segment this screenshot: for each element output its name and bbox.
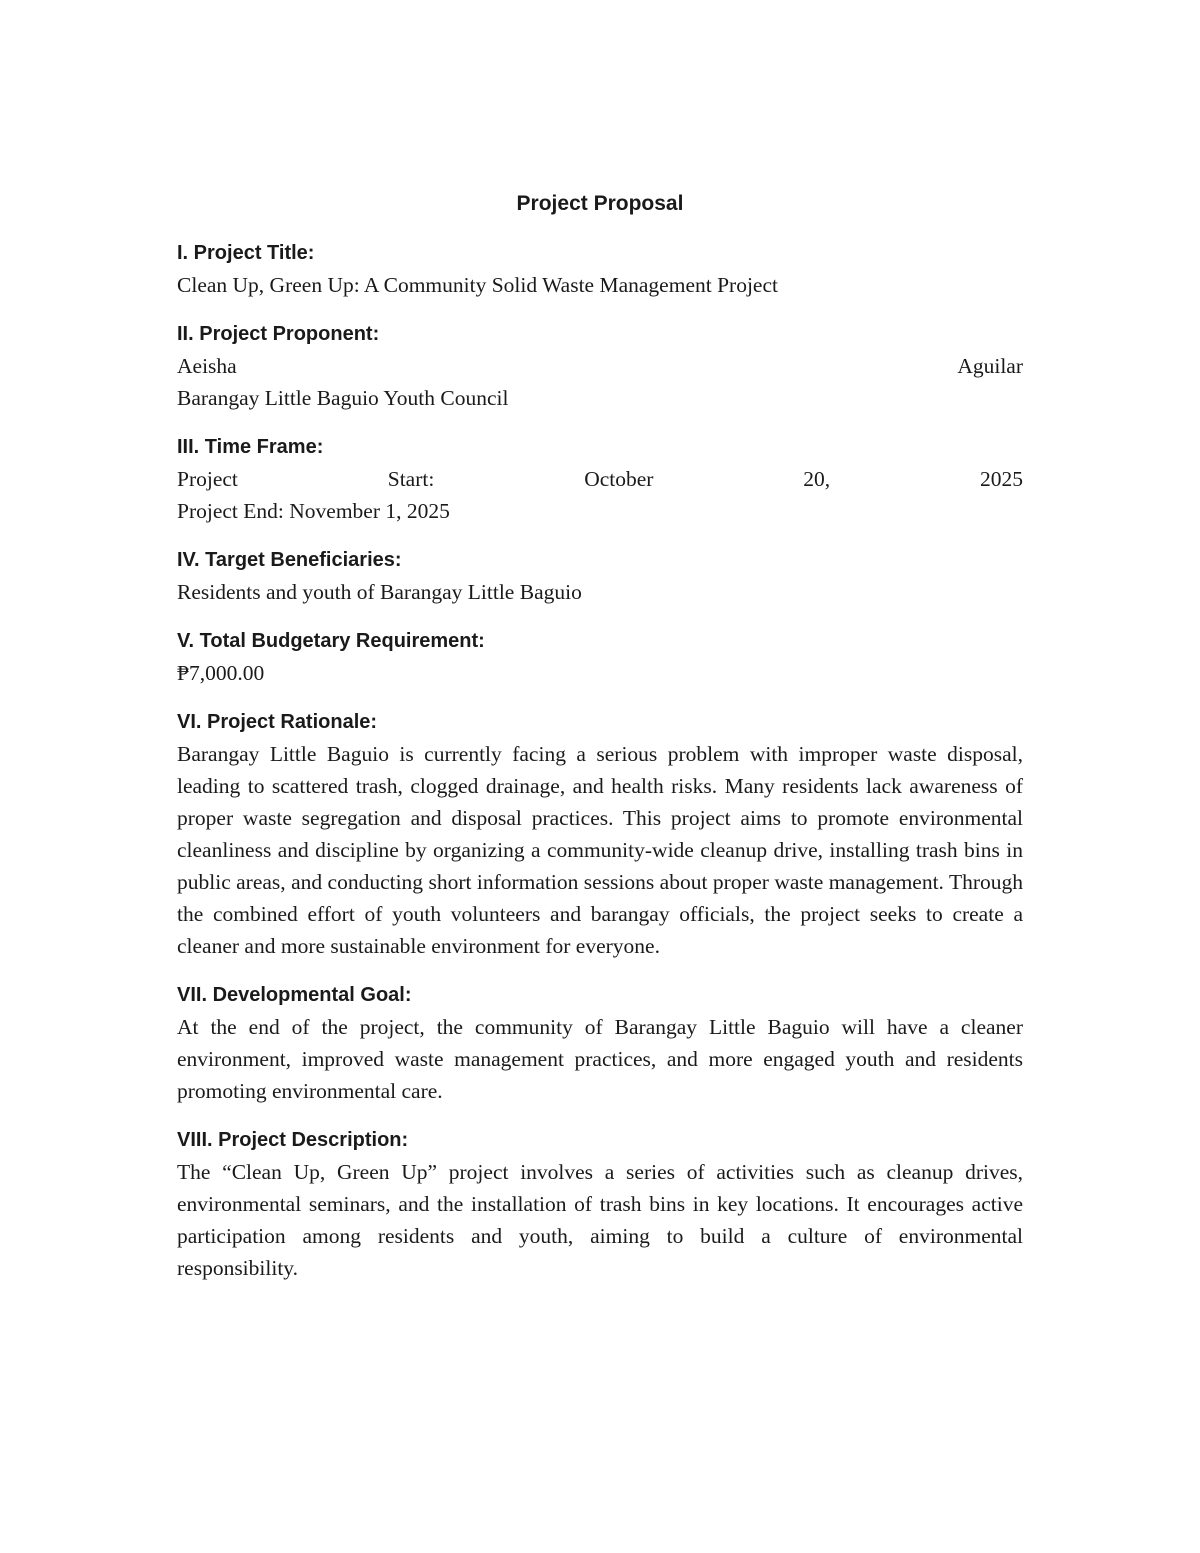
- document-page: [177, 188, 1023, 1301]
- proponent-first-name: Aeisha: [177, 354, 237, 378]
- section-heading: II. Project Proponent:: [177, 323, 380, 345]
- document-title: Project Proposal: [516, 192, 684, 215]
- start-word: Project: [177, 467, 238, 491]
- proponent-name-line: [177, 350, 1023, 382]
- section-target-beneficiaries: [177, 544, 1023, 608]
- project-title-text: Clean Up, Green Up: A Community Solid Waste Management Project: [177, 273, 778, 297]
- section-heading: V. Total Budgetary Requirement:: [177, 630, 485, 652]
- start-word: 2025: [980, 467, 1023, 491]
- start-word: 20,: [803, 467, 831, 491]
- section-heading: VI. Project Rationale:: [177, 711, 378, 733]
- start-word: October: [584, 467, 654, 491]
- section-time-frame: [177, 431, 1023, 527]
- section-project-title: [177, 237, 1023, 301]
- section-rationale: [177, 706, 1023, 962]
- section-project-proponent: [177, 318, 1023, 414]
- section-heading: VII. Developmental Goal:: [177, 984, 412, 1006]
- beneficiaries-text: Residents and youth of Barangay Little Baguio: [177, 580, 582, 604]
- section-heading: IV. Target Beneficiaries:: [177, 549, 402, 571]
- section-heading: VIII. Project Description:: [177, 1129, 409, 1151]
- section-budget: [177, 625, 1023, 689]
- rationale-paragraph: Barangay Little Baguio is currently facing a serious problem with improper waste disposal, leading to scattered trash, clogged drainage, and health risks. Many residents lack awareness of proper waste segregation and disposal practices. This project aims to promote environmental cleanliness and discipline by organizing a community-wide cleanup drive, installing trash bins in public areas, and conducting short information sessions about proper waste management. Through the combined effort of youth volunteers and barangay officials, the project seeks to create a cleaner and more sustainable environment for everyone.: [177, 742, 1023, 958]
- section-heading: I. Project Title:: [177, 242, 315, 264]
- start-word: Start:: [387, 467, 435, 491]
- proponent-last-name: Aguilar: [957, 354, 1023, 378]
- section-developmental-goal: [177, 979, 1023, 1107]
- budget-amount: ₱7,000.00: [177, 661, 265, 685]
- description-paragraph: The “Clean Up, Green Up” project involves a series of activities such as cleanup drives, environmental seminars, and the installation of trash bins in key locations. It encourages active participation among residents and youth, aiming to build a culture of environmental responsibility.: [177, 1160, 1023, 1280]
- project-end-line: Project End: November 1, 2025: [177, 499, 450, 523]
- goal-paragraph: At the end of the project, the community of Barangay Little Baguio will have a cleaner environment, improved waste management practices, and more engaged youth and residents promoting environmental care.: [177, 1015, 1023, 1103]
- section-heading: III. Time Frame:: [177, 436, 324, 458]
- section-project-description: [177, 1124, 1023, 1284]
- proponent-organization: Barangay Little Baguio Youth Council: [177, 386, 509, 410]
- project-start-line: [177, 463, 1023, 495]
